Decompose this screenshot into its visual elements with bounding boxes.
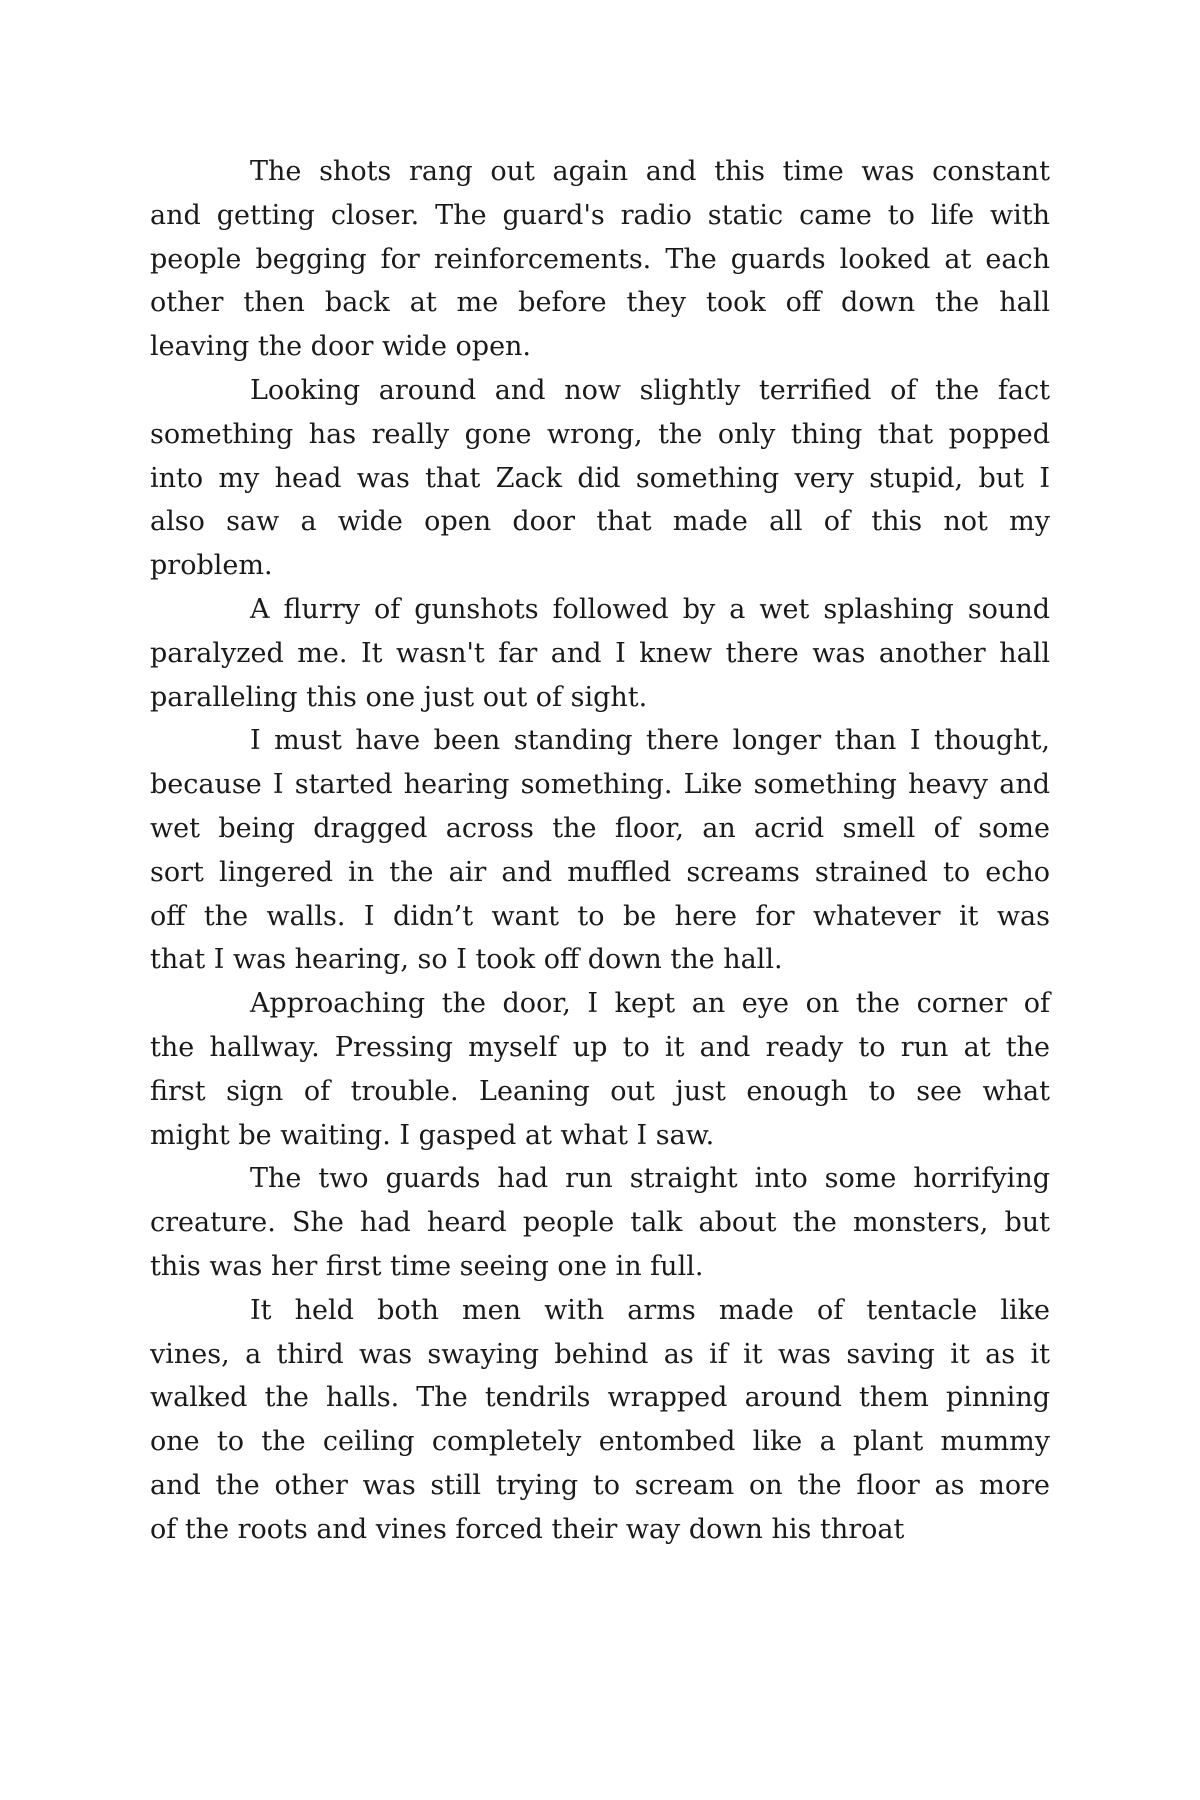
text-line: The two guards had run straight into some horrifying bbox=[250, 1163, 1050, 1195]
text-line: might be waiting. I gasped at what I saw. bbox=[150, 1119, 715, 1151]
text-line: A flurry of gunshots followed by a wet splashing sound bbox=[250, 593, 1050, 625]
text-line: sort lingered in the air and muffled screams strained to echo bbox=[150, 856, 1050, 888]
paragraph bbox=[150, 588, 1050, 719]
text-line: of the roots and vines forced their way down his throat bbox=[150, 1513, 905, 1545]
text-line: and the other was still trying to scream on the floor as more bbox=[150, 1469, 1050, 1501]
text-line: people begging for reinforcements. The guards looked at each bbox=[150, 243, 1050, 275]
text-line: Looking around and now slightly terrified of the fact bbox=[250, 374, 1050, 406]
text-line: this was her first time seeing one in full. bbox=[150, 1250, 704, 1282]
text-line: leaving the door wide open. bbox=[150, 331, 532, 363]
paragraph bbox=[150, 1289, 1050, 1552]
text-line: The shots rang out again and this time was constant bbox=[250, 156, 1050, 187]
text-line: that I was hearing, so I took off down the hall. bbox=[150, 944, 783, 976]
text-line: creature. She had heard people talk about the monsters, but bbox=[150, 1207, 1050, 1239]
text-line: I must have been standing there longer than I thought, bbox=[250, 725, 1050, 757]
text-line: the hallway. Pressing myself up to it and ready to run at the bbox=[150, 1031, 1050, 1063]
text-line: and getting closer. The guard's radio static came to life with bbox=[150, 199, 1050, 231]
text-line: off the walls. I didn’t want to be here for whatever it was bbox=[150, 900, 1050, 932]
text-line: other then back at me before they took off down the hall bbox=[150, 287, 1050, 319]
paragraph bbox=[150, 1157, 1050, 1288]
document-body bbox=[150, 150, 1050, 1552]
text-line: first sign of trouble. Leaning out just enough to see what bbox=[150, 1075, 1050, 1107]
text-line: something has really gone wrong, the only thing that popped bbox=[150, 418, 1050, 450]
text-line: one to the ceiling completely entombed like a plant mummy bbox=[150, 1426, 1050, 1458]
text-line: because I started hearing something. Like something heavy and bbox=[150, 769, 1050, 801]
text-line: vines, a third was swaying behind as if it was saving it as it bbox=[150, 1338, 1050, 1370]
text-line: Approaching the door, I kept an eye on the corner of bbox=[250, 988, 1050, 1020]
paragraph bbox=[150, 369, 1050, 588]
text-line: paralyzed me. It wasn't far and I knew there was another hall bbox=[150, 637, 1050, 669]
text-line: into my head was that Zack did something very stupid, but I bbox=[150, 462, 1050, 494]
paragraph bbox=[150, 719, 1050, 982]
paragraph bbox=[150, 982, 1050, 1157]
paragraph bbox=[150, 150, 1050, 369]
text-line: problem. bbox=[150, 550, 273, 582]
text-line: paralleling this one just out of sight. bbox=[150, 681, 648, 713]
text-line: walked the halls. The tendrils wrapped around them pinning bbox=[150, 1382, 1050, 1414]
text-line: It held both men with arms made of tentacle like bbox=[250, 1294, 1050, 1326]
text-line: also saw a wide open door that made all of this not my bbox=[150, 506, 1050, 538]
text-line: wet being dragged across the floor, an acrid smell of some bbox=[150, 812, 1050, 844]
